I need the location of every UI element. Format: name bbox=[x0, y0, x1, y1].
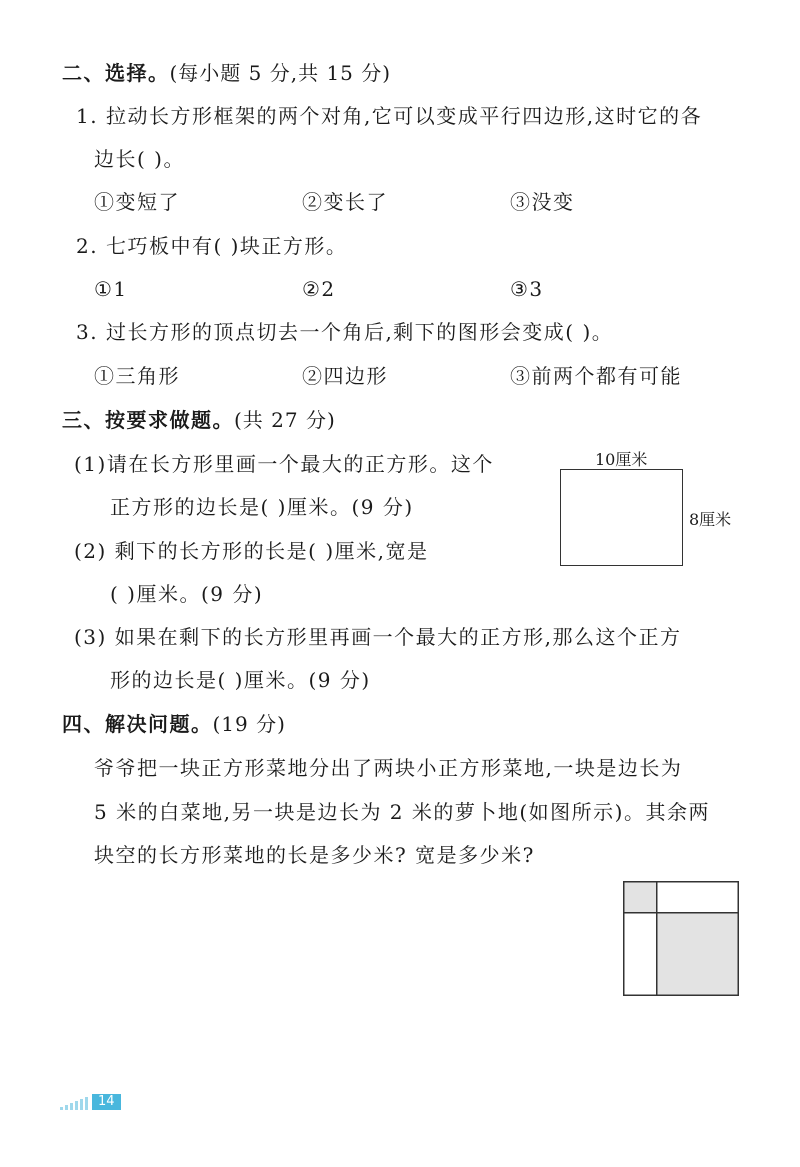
q2-line1: 2. 七巧板中有( )块正方形。 bbox=[76, 234, 348, 258]
section4-heading bbox=[62, 711, 286, 737]
section4-title: 四、解决问题。 bbox=[62, 712, 213, 736]
p3-line1: (3) 如果在剩下的长方形里再画一个最大的正方形,那么这个正方 bbox=[74, 625, 682, 649]
q1-option-2: ②变长了 bbox=[302, 190, 388, 214]
section2-title: 二、选择。 bbox=[62, 61, 170, 85]
p2-line2: ( )厘米。(9 分) bbox=[110, 582, 264, 606]
p1-line1: (1)请在长方形里画一个最大的正方形。这个 bbox=[74, 452, 494, 476]
page-number: 14 bbox=[92, 1094, 121, 1110]
s4-line3: 块空的长方形菜地的长是多少米? 宽是多少米? bbox=[94, 843, 535, 867]
decorative-bars-icon bbox=[60, 1091, 90, 1110]
q3-option-3: ③前两个都有可能 bbox=[510, 364, 682, 388]
section4-score: (19 分) bbox=[212, 712, 286, 736]
q3-line1: 3. 过长方形的顶点切去一个角后,剩下的图形会变成( )。 bbox=[76, 320, 614, 344]
radish-plot bbox=[624, 882, 657, 913]
q2-option-3: ③3 bbox=[510, 277, 544, 301]
p3-line2: 形的边长是( )厘米。(9 分) bbox=[110, 668, 371, 692]
section3-title: 三、按要求做题。 bbox=[62, 408, 234, 432]
q1-option-1: ①变短了 bbox=[94, 190, 180, 214]
p2-line1: (2) 剩下的长方形的长是( )厘米,宽是 bbox=[74, 539, 429, 563]
page-number-badge bbox=[60, 1094, 121, 1110]
s4-line2: 5 米的白菜地,另一块是边长为 2 米的萝卜地(如图所示)。其余两 bbox=[94, 800, 710, 824]
section3-heading bbox=[62, 407, 336, 433]
s4-line1: 爷爷把一块正方形菜地分出了两块小正方形菜地,一块是边长为 bbox=[94, 756, 683, 780]
cabbage-plot bbox=[657, 913, 739, 996]
q1-line1: 1. 拉动长方形框架的两个对角,它可以变成平行四边形,这时它的各 bbox=[76, 104, 703, 128]
q2-option-1: ①1 bbox=[94, 277, 128, 301]
q3-option-1: ①三角形 bbox=[94, 364, 180, 388]
q2-option-2: ②2 bbox=[302, 277, 336, 301]
section2-heading bbox=[62, 60, 391, 86]
garden-figure bbox=[623, 881, 739, 996]
rect-side-label: 8厘米 bbox=[689, 510, 732, 529]
section2-score: (每小题 5 分,共 15 分) bbox=[169, 61, 392, 85]
section3-score: (共 27 分) bbox=[234, 408, 336, 432]
rectangle-figure bbox=[560, 469, 683, 566]
q1-option-3: ③没变 bbox=[510, 190, 575, 214]
q3-option-2: ②四边形 bbox=[302, 364, 388, 388]
q1-line2: 边长( )。 bbox=[94, 147, 185, 171]
p1-line2: 正方形的边长是( )厘米。(9 分) bbox=[110, 495, 414, 519]
rect-top-label: 10厘米 bbox=[595, 450, 648, 469]
